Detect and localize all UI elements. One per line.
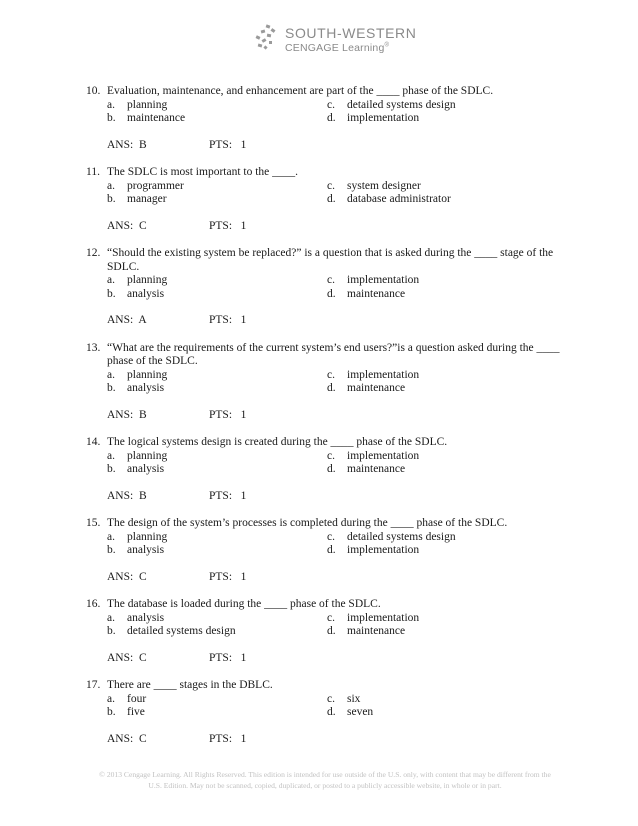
answer-key (107, 409, 566, 423)
option-d (327, 625, 547, 639)
option-text: programmer (127, 179, 184, 192)
option-letter: d. (327, 112, 336, 124)
option-text: analysis (127, 287, 165, 300)
option-text: implementation (347, 544, 420, 556)
answer-options (107, 531, 566, 558)
option-b (107, 625, 327, 639)
option-a (107, 450, 327, 464)
option-letter: c. (327, 179, 335, 192)
question-stem: “What are the requirements of the current system’s end users?”is a question asked during the ____ phase of the SDLC. (107, 341, 560, 367)
option-letter: d. (327, 706, 336, 718)
answer-options (107, 612, 566, 639)
option-text: implementation (347, 449, 420, 462)
option-letter: c. (327, 98, 335, 111)
option-a (107, 369, 327, 383)
option-c (327, 450, 547, 464)
option-letter: b. (107, 287, 116, 300)
logo-wordmark: SOUTH-WESTERN (285, 25, 417, 41)
answer-label: ANS: C (107, 651, 147, 664)
option-text: maintenance (347, 625, 406, 637)
question-10 (86, 85, 566, 152)
answer-label: ANS: B (107, 489, 147, 502)
option-text: six (347, 692, 361, 705)
option-letter: a. (107, 98, 115, 111)
option-text: maintenance (347, 287, 406, 300)
option-text: analysis (127, 463, 165, 475)
option-letter: b. (107, 382, 116, 394)
option-letter: b. (107, 193, 116, 205)
question-stem: The logical systems design is created during the ____ phase of the SDLC. (107, 436, 448, 448)
option-text: maintenance (347, 463, 406, 475)
option-a (107, 99, 327, 113)
option-letter: c. (327, 368, 335, 381)
option-letter: a. (107, 449, 115, 462)
question-17 (86, 679, 566, 746)
option-text: four (127, 692, 147, 705)
option-letter: c. (327, 611, 335, 624)
answer-key (107, 652, 566, 666)
option-text: analysis (127, 382, 165, 394)
option-c (327, 531, 547, 545)
answer-key (107, 139, 566, 153)
question-number: 13. (86, 341, 101, 354)
option-b (107, 193, 327, 207)
question-number: 10. (86, 85, 101, 97)
option-a (107, 693, 327, 707)
answer-options (107, 274, 566, 301)
question-number: 17. (86, 679, 101, 691)
question-13 (86, 342, 566, 423)
option-letter: a. (107, 368, 115, 381)
option-letter: a. (107, 274, 115, 286)
option-text: database administrator (347, 193, 451, 205)
answer-key (107, 733, 566, 747)
question-16 (86, 598, 566, 665)
answer-label: ANS: C (107, 732, 147, 745)
option-c (327, 180, 547, 194)
option-letter: d. (327, 544, 336, 556)
logo-trademark: ® (384, 42, 390, 49)
option-text: planning (127, 449, 168, 462)
option-letter: b. (107, 463, 116, 475)
option-d (327, 544, 547, 558)
option-text: detailed systems design (347, 98, 456, 111)
logo-subwordmark-text: CENGAGE Learning (285, 42, 385, 54)
question-stem: Evaluation, maintenance, and enhancement are part of the ____ phase of the SDLC. (107, 85, 494, 97)
option-letter: c. (327, 692, 335, 705)
points-label: PTS: 1 (209, 314, 247, 326)
answer-key (107, 490, 566, 504)
question-stem: The database is loaded during the ____ phase of the SDLC. (107, 598, 381, 610)
question-stem: The design of the system’s processes is completed during the ____ phase of the SDLC. (107, 517, 508, 529)
points-label: PTS: 1 (209, 219, 247, 232)
question-stem: The SDLC is most important to the ____. (107, 166, 299, 178)
option-text: maintenance (347, 382, 406, 394)
question-14 (86, 436, 566, 503)
option-letter: c. (327, 449, 335, 462)
answer-options (107, 369, 566, 396)
option-b (107, 288, 327, 302)
option-a (107, 531, 327, 545)
points-label: PTS: 1 (209, 489, 247, 502)
answer-key (107, 220, 566, 234)
points-label: PTS: 1 (209, 732, 247, 745)
question-number: 11. (86, 166, 100, 178)
option-d (327, 112, 547, 126)
copyright-line-2: U.S. Edition. May not be scanned, copied, duplicated, or posted to a publicly accessible website, in whole or in part. (148, 781, 502, 790)
option-letter: a. (107, 530, 115, 543)
answer-label: ANS: A (107, 314, 147, 326)
option-letter: b. (107, 544, 116, 556)
option-letter: a. (107, 179, 115, 192)
option-text: planning (127, 530, 168, 543)
question-15 (86, 517, 566, 584)
answer-options (107, 693, 566, 720)
copyright-line-1: © 2013 Cengage Learning. All Rights Reserved. This edition is intended for use outside of the U.S. only, with content that may be different from the (99, 770, 551, 779)
logo-subwordmark (285, 42, 389, 54)
option-letter: d. (327, 463, 336, 475)
points-label: PTS: 1 (209, 408, 247, 421)
option-text: manager (127, 193, 167, 205)
answer-key (107, 314, 566, 328)
publisher-logo (253, 24, 417, 56)
option-text: analysis (127, 611, 165, 624)
option-text: maintenance (127, 112, 186, 124)
question-number: 16. (86, 598, 101, 610)
option-letter: d. (327, 382, 336, 394)
option-d (327, 463, 547, 477)
option-text: implementation (347, 274, 420, 286)
option-text: analysis (127, 544, 165, 556)
question-12 (86, 247, 566, 328)
option-letter: b. (107, 625, 116, 637)
question-11 (86, 166, 566, 233)
option-b (107, 463, 327, 477)
answer-label: ANS: C (107, 219, 147, 232)
option-text: planning (127, 98, 168, 111)
option-b (107, 382, 327, 396)
points-label: PTS: 1 (209, 651, 247, 664)
question-number: 12. (86, 247, 101, 259)
answer-options (107, 99, 566, 126)
question-number: 15. (86, 517, 101, 529)
answer-label: ANS: B (107, 138, 147, 151)
answer-key (107, 571, 566, 585)
option-letter: a. (107, 611, 115, 624)
option-c (327, 612, 547, 626)
option-text: implementation (347, 611, 420, 624)
option-a (107, 180, 327, 194)
option-text: implementation (347, 112, 420, 124)
option-text: detailed systems design (127, 625, 236, 637)
question-list (86, 85, 566, 746)
option-d (327, 382, 547, 396)
option-text: detailed systems design (347, 530, 456, 543)
question-stem: “Should the existing system be replaced?” is a question that is asked during the ____ stage of the SDLC. (107, 247, 554, 273)
answer-options (107, 180, 566, 207)
points-label: PTS: 1 (209, 570, 247, 583)
option-text: implementation (347, 368, 420, 381)
option-c (327, 693, 547, 707)
option-c (327, 369, 547, 383)
option-letter: d. (327, 287, 336, 300)
copyright-footer (80, 769, 570, 791)
cengage-logo-icon (253, 24, 279, 52)
option-text: seven (347, 706, 374, 718)
option-text: planning (127, 274, 168, 286)
option-letter: a. (107, 692, 115, 705)
answer-label: ANS: B (107, 408, 147, 421)
option-a (107, 274, 327, 288)
option-letter: b. (107, 112, 116, 124)
points-label: PTS: 1 (209, 138, 247, 151)
option-c (327, 99, 547, 113)
option-letter: c. (327, 530, 335, 543)
option-d (327, 288, 547, 302)
option-text: five (127, 706, 145, 718)
option-text: planning (127, 368, 168, 381)
option-d (327, 706, 547, 720)
answer-label: ANS: C (107, 570, 147, 583)
option-c (327, 274, 547, 288)
answer-options (107, 450, 566, 477)
option-b (107, 112, 327, 126)
question-stem: There are ____ stages in the DBLC. (107, 679, 273, 691)
option-letter: b. (107, 706, 116, 718)
option-letter: c. (327, 274, 335, 286)
option-letter: d. (327, 193, 336, 205)
option-b (107, 544, 327, 558)
option-b (107, 706, 327, 720)
option-letter: d. (327, 625, 336, 637)
option-text: system designer (347, 179, 421, 192)
option-d (327, 193, 547, 207)
option-a (107, 612, 327, 626)
question-number: 14. (86, 436, 101, 448)
